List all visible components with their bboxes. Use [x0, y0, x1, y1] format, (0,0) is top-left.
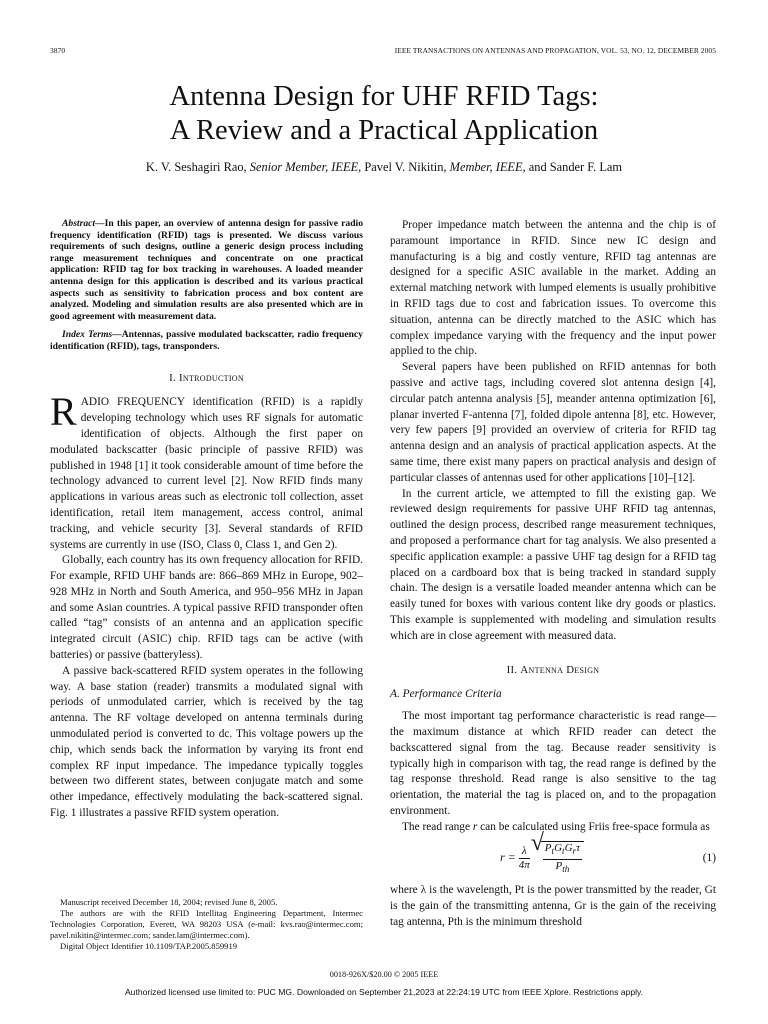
abstract-text: In this paper, an overview of antenna design for passive radio frequency identification (RFID) tags is presented. We discuss various requirements of such designs, outline a generic design process including range measurement techniques and concentrate on one practical application: RFID tag for box tracking in warehouses. A loaded meander antenna design for this application is described and its various practical aspects such as sensitivity to fabrication process and box content are analyzed. Modeling and simulation results are also presented which are in good agreement with measurement data.	[50, 218, 363, 322]
abstract	[50, 218, 363, 322]
antenna-paragraph-2: The read range r can be calculated using Friis free-space formula as	[402, 820, 710, 833]
title-line-1: Antenna Design for UHF RFID Tags:	[169, 81, 599, 112]
intro-paragraph-2: Globally, each country has its own frequency allocation for RFID. For example, RFID UHF bands are: 866–869 MHz in Europe, 902–928 MHz in North and South America, and 950–956 MHz in Japan and some Asian countries. A typical passive RFID transponder often called “tag” consists of an antenna and an application specific integrated circuit (ASIC) chip. RFID tags can be active (with batteries) or passive (batteryless).	[50, 554, 363, 662]
intro-paragraph-5: Several papers have been published on RFID antennas for both passive and active tags, including covered slot antenna design [4], circular patch antenna analysis [5], meander antenna optimization [6], planar inverted F-antenna [7], folded dipole antenna [8], etc. However, very few papers [9] provided an overview of criteria for RFID tag antenna design and an analysis of practical application aspects. At the same time, there exist many papers on practical analysis and design of particular classes of antennas used for other applications [10]–[12].	[390, 361, 716, 484]
intro-paragraph-3: A passive back-scattered RFID system operates in the following way. A base station (reader) transmits a modulated signal with periods of unmodulated carrier, which is received by the tag antenna. The RF voltage developed on antenna terminals during unmodulated period is converted to dc. This voltage powers up the chip, which sends back the information by varying its front end complex RF input impedance. The impedance typically toggles between two different states, between conjugate match and some other impedance, effectively modulating the back-scattered signal. Fig. 1 illustrates a passive RFID system operation.	[50, 664, 363, 820]
index-terms	[50, 329, 363, 352]
drop-cap: R	[50, 389, 77, 435]
section-heading-antenna-design: II. Antenna Design	[506, 663, 600, 676]
footnote	[50, 897, 363, 952]
equation-number: (1)	[702, 852, 716, 865]
running-header	[50, 46, 716, 58]
index-terms-label: Index Terms—	[62, 329, 122, 341]
copyright-line: 0018-926X/$20.00 © 2005 IEEE	[329, 970, 439, 979]
footnote-affiliation: The authors are with the RFID Intellitag Engineering Department, Intermec Technologies Corporation, Everett, WA 98203 USA (e-mail: kvs.rao@intermec.com; pavel.nikitin@intermec.com; sander.lam@intermec.com).	[50, 908, 363, 940]
page-number: 3870	[50, 46, 66, 55]
title-line-2: A Review and a Practical Application	[169, 115, 599, 146]
license-notice: Authorized licensed use limited to: PUC MG. Downloaded on September 21,2023 at 22:24:19 UTC from IEEE Xplore. Restrictions apply.	[124, 987, 644, 997]
paper-title	[0, 80, 768, 148]
index-terms-text: Antennas, passive modulated backscatter, radio frequency identification (RFID), tags, transponders.	[50, 329, 363, 352]
intro-paragraph-4: Proper impedance match between the antenna and the chip is of paramount importance in RFID. Since new IC design and manufacturing is a big and costly venture, RFID tag antennas are designed for a specific ASIC available in the market. Adding an external matching network with lumped elements is usually prohibitive in RFID tags due to cost and fabrication issues. To overcome this situation, antenna can be directly matched to the ASIC which has complex impedance varying with the frequency and the input power applied to the chip.	[390, 219, 716, 358]
footnote-received: Manuscript received December 18, 2004; revised June 8, 2005.	[60, 897, 278, 907]
author-2-role: Member, IEEE,	[449, 160, 526, 174]
friis-formula: r = $\frac{\lambda}{4\pi}$ √ $\frac{P_tG_tG_r\tau}{P_{th}}$	[500, 841, 584, 875]
antenna-paragraph-1: The most important tag performance characteristic is read range—the maximum distance at which RFID reader can detect the backscattered signal from the tag. Because reader sensitivity is typically high in comparison with tag, the read range is defined by the tag response threshold. Read range is also sensitive to the tag orientation, the material the tag is placed on, and to the propagation environment.	[390, 710, 716, 817]
right-column	[390, 218, 716, 931]
author-1-role: Senior Member, IEEE,	[249, 160, 362, 174]
antenna-paragraph-3: where λ is the wavelength, Pt is the power transmitted by the reader, Gt is the gain of the transmitting antenna, Gr is the gain of the receiving tag antenna, Pth is the minimum threshold	[390, 884, 716, 929]
author-2: Pavel V. Nikitin,	[364, 160, 447, 174]
footnote-doi: Digital Object Identifier 10.1109/TAP.2005.859919	[60, 941, 238, 951]
intro-paragraph-1: RADIO FREQUENCY identification (RFID) is a rapidly developing technology which uses RF signals for automatic identification of objects. Although the first paper on modulated backscatter (basic principle of passive RFID) was published in 1948 [1] it took considerable amount of time before the technology advanced to current level [2]. Now RFID finds many applications in various areas such as electronic toll collection, asset identification, retail item management, access control, animal tracking, and vehicle security [3]. Several standards of RFID systems are currently in use (ISO, Class 0, Class 1, and Gen 2).	[50, 389, 363, 551]
author-1: K. V. Seshagiri Rao,	[145, 160, 247, 174]
intro-paragraph-6: In the current article, we attempted to fill the existing gap. We reviewed design requirements for passive UHF RFID tag antennas, outlined the design process, described range measurement techniques, and proposed a performance chart for tag analysis. We also presented a specific application example: a passive UHF tag design for a RFID tag placed on a cardboard box that is being tracked in standard supply chain. The design is a versatile loaded meander antenna which can be easily tuned for boxes with various content like dry goods or plastics. This example is supplemented with modeling and simulation results which are in close agreement with measured data.	[390, 487, 716, 642]
section-heading-introduction: I. Introduction	[169, 371, 244, 384]
author-3: and Sander F. Lam	[528, 160, 623, 174]
abstract-label: Abstract—	[62, 218, 105, 229]
journal-header: IEEE TRANSACTIONS ON ANTENNAS AND PROPAGATION, VOL. 53, NO. 12, DECEMBER 2005	[394, 46, 716, 55]
subsection-heading-performance-criteria: A. Performance Criteria	[390, 688, 502, 701]
equation-1	[390, 839, 716, 879]
left-column	[50, 218, 363, 822]
author-line	[0, 160, 768, 175]
